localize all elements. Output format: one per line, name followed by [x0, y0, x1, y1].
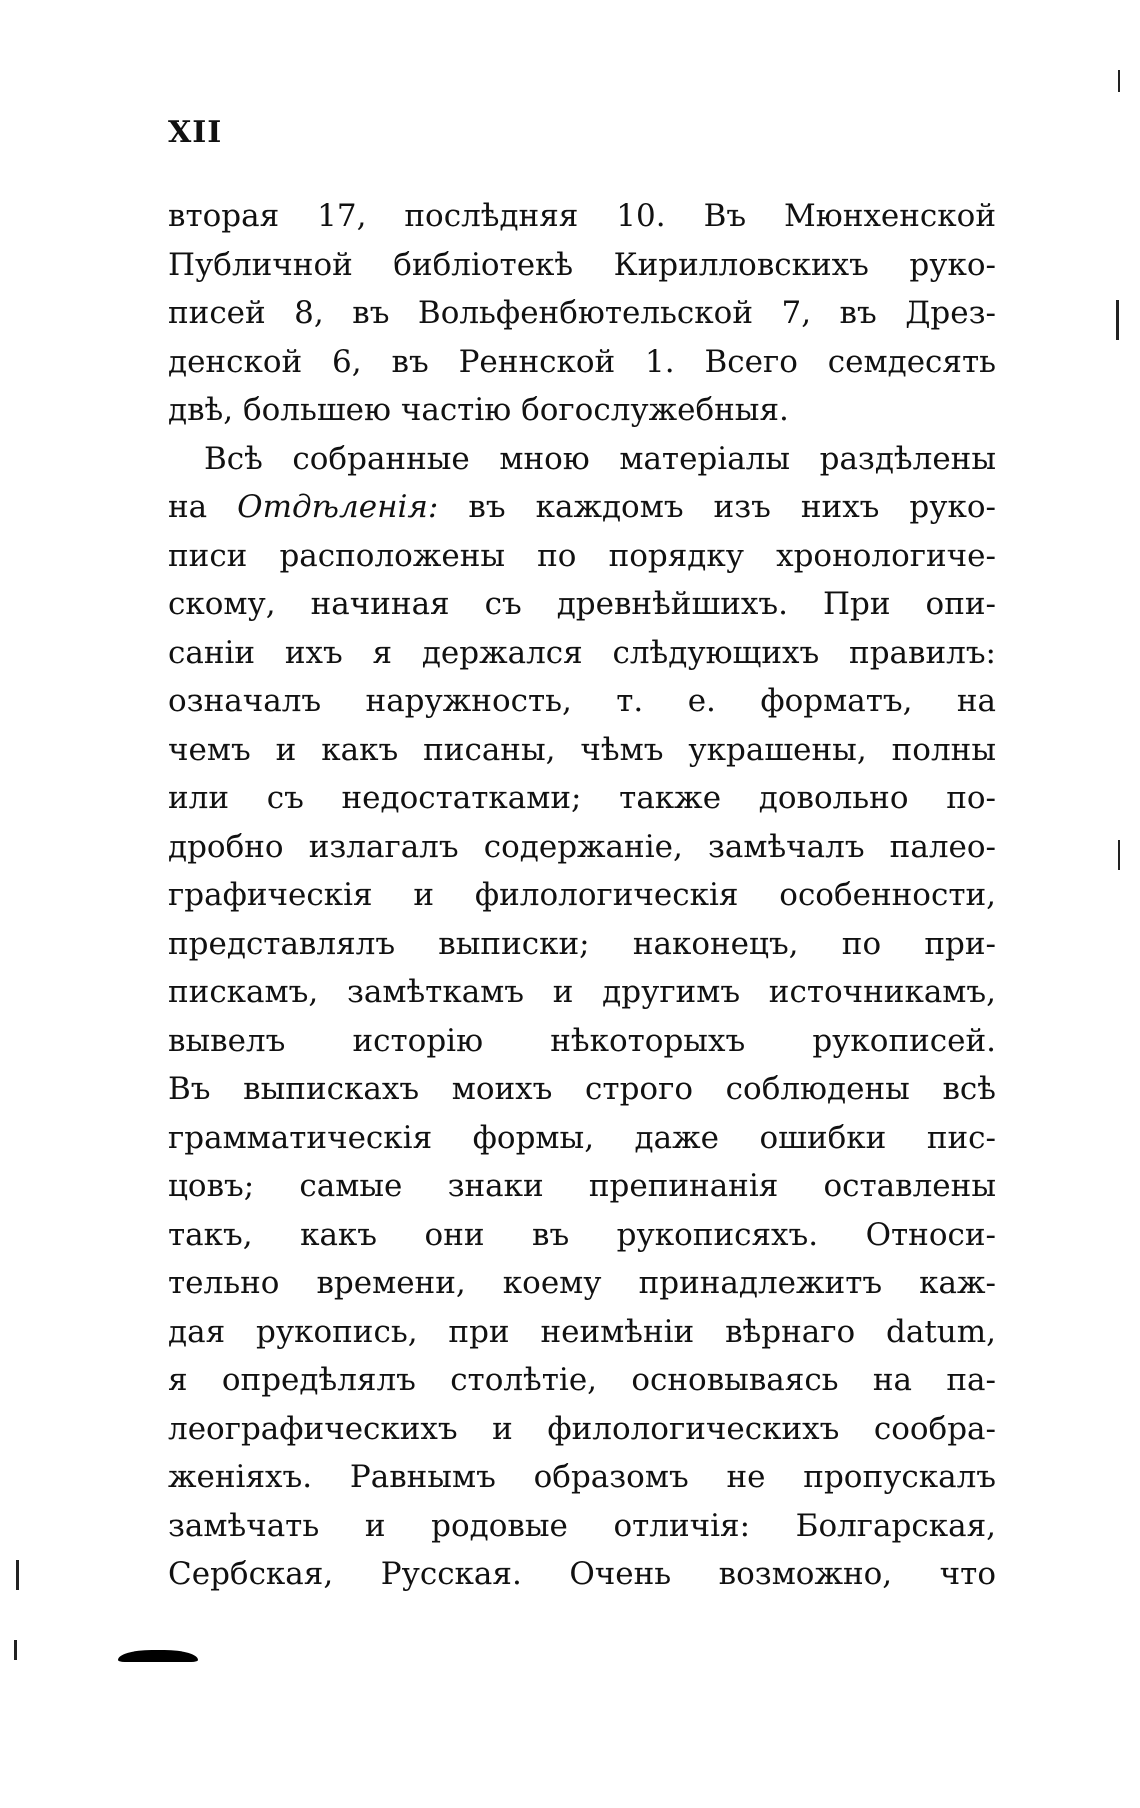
ornament-dash	[118, 1650, 198, 1662]
scan-edge-mark	[1118, 840, 1120, 870]
text-line: или съ недостатками; также довольно по-	[168, 780, 996, 816]
text-fragment: на	[168, 489, 238, 525]
text-line: представлялъ выписки; наконецъ, по при-	[168, 925, 996, 962]
scan-edge-mark	[1118, 70, 1120, 92]
text-line: грамматическія формы, даже ошибки пис-	[168, 1119, 996, 1156]
text-line: замѣчать и родовые отличія: Болгарская,	[168, 1507, 996, 1544]
text-line: Въ выпискахъ моихъ строго соблюдены всѣ	[168, 1071, 996, 1107]
text-line: я опредѣлялъ столѣтіе, основываясь на па-	[168, 1362, 996, 1398]
text-line: пискамъ, замѣткамъ и другимъ источникамъ,	[168, 974, 996, 1010]
text-line: двѣ, большею частію богослужебныя.	[168, 392, 789, 428]
scan-edge-mark	[16, 1560, 19, 1590]
text-line: денской 6, въ Реннской 1. Всего семдесять	[168, 343, 996, 380]
text-line: графическія и филологическія особенности,	[168, 877, 996, 913]
text-line: Публичной библіотекѣ Кирилловскихъ руко-	[168, 246, 996, 283]
text-line: вторая 17, послѣдняя 10. Въ Мюнхенской	[168, 198, 996, 234]
text-line: дробно излагалъ содержаніе, замѣчалъ палео-	[168, 828, 996, 865]
body-text	[168, 192, 996, 1599]
text-line: леографическихъ и филологическихъ сообра-	[168, 1410, 996, 1447]
text-line: цовъ; самые знаки препинанія оставлены	[168, 1168, 996, 1204]
scan-edge-mark	[1116, 300, 1119, 340]
italic-term: Отдѣленія:	[237, 489, 439, 525]
page-number: XII	[168, 115, 223, 150]
text-line	[168, 483, 996, 532]
text-line: тельно времени, коему принадлежитъ каж-	[168, 1265, 996, 1301]
text-fragment: въ каждомъ изъ нихъ руко-	[438, 489, 996, 525]
text-line: скому, начиная съ древнѣйшихъ. При опи-	[168, 586, 996, 622]
text-line: вывелъ исторію нѣкоторыхъ рукописей.	[168, 1022, 996, 1059]
text-line: такъ, какъ они въ рукописяхъ. Относи-	[168, 1216, 996, 1253]
text-line: чемъ и какъ писаны, чѣмъ украшены, полны	[168, 731, 996, 768]
text-line: означалъ наружность, т. е. форматъ, на	[168, 683, 996, 719]
scan-edge-mark	[14, 1640, 17, 1660]
text-line: женіяхъ. Равнымъ образомъ не пропускалъ	[168, 1459, 996, 1495]
text-line: Сербская, Русская. Очень возможно, что	[168, 1556, 996, 1592]
text-line: писей 8, въ Вольфенбютельской 7, въ Дрез-	[168, 295, 996, 331]
text-line: дая рукопись, при неимѣніи вѣрнаго datum,	[168, 1313, 996, 1350]
text-line: писи расположены по порядку хронологиче-	[168, 537, 996, 574]
paragraph-start-line: Всѣ собранные мною матеріалы раздѣлены	[204, 440, 996, 477]
text-line: саніи ихъ я держался слѣдующихъ правилъ:	[168, 634, 996, 671]
